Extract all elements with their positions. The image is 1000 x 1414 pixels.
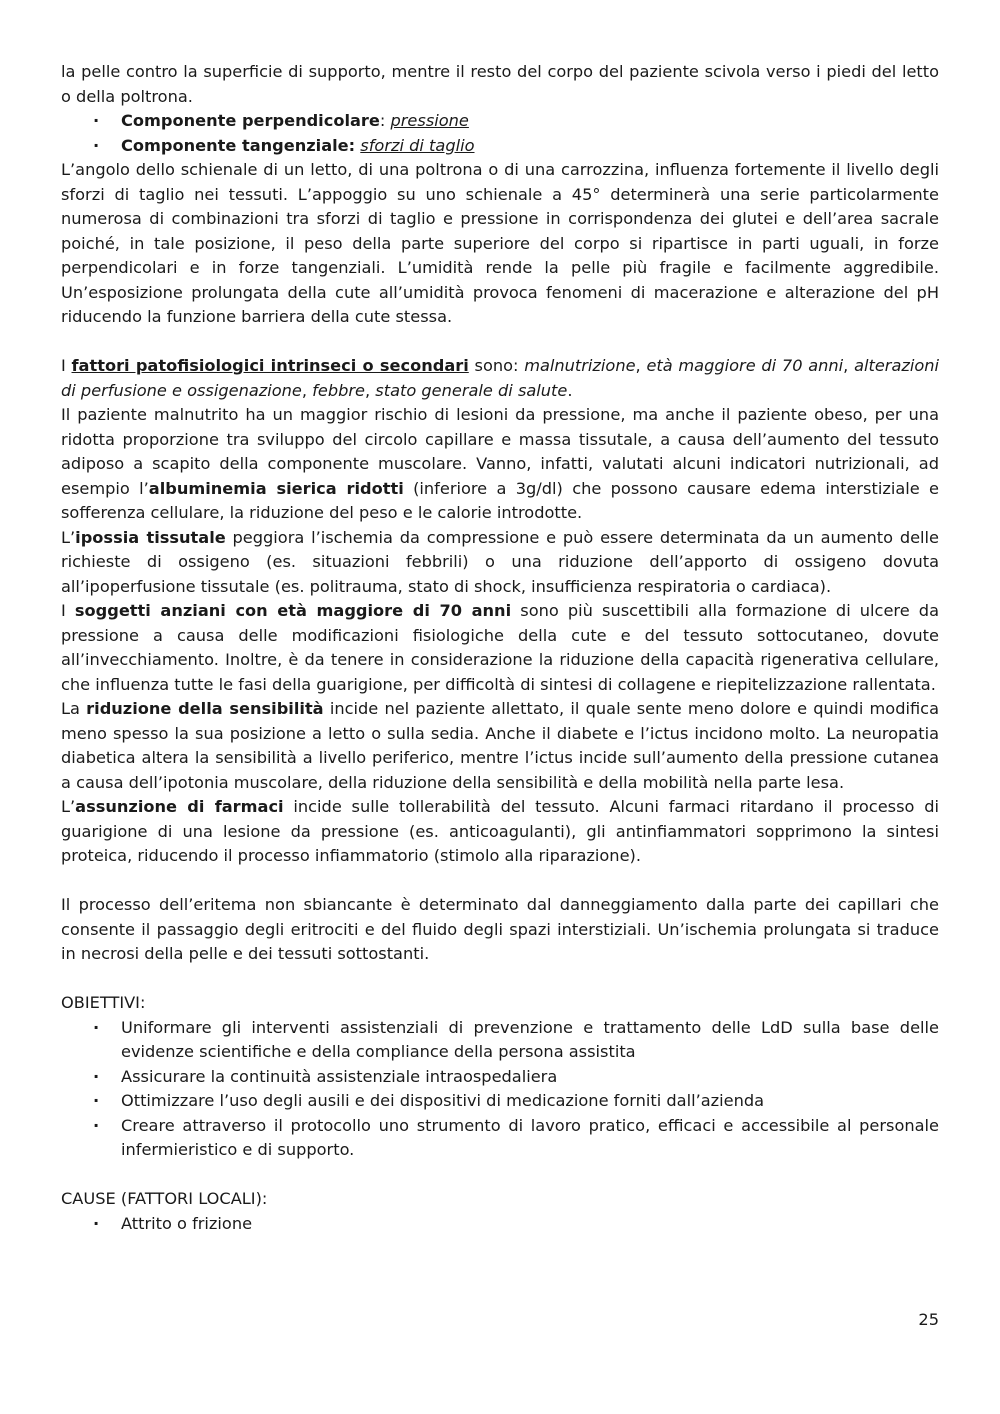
text-span: (inferiore a 3g/dl) che possono causare edema interstiziale e sofferenza cellulare, la riduzione del peso e le calorie introdotte. <box>61 478 939 522</box>
text-span: incide nel paziente allettato, il quale sente meno dolore e quindi modifica meno spesso la sua posizione a letto o sulla sedia. Anche il diabete e l’ictus incidono molto. La neuropatia diabetica altera la sensibilità a livello periferico, mentre l’ictus incide sull’aumento della pressione cutanea a causa dell’ipotonia muscolare, della riduzione della sensibilità e della mobilità nella parte lesa. <box>61 699 940 792</box>
list-item <box>61 134 939 159</box>
spacer <box>61 1163 939 1188</box>
spacer <box>61 967 939 992</box>
factor-term: alterazioni di perfusione e ossigenazione <box>61 356 940 400</box>
paragraph-intrinsic-factors <box>61 354 939 403</box>
text-span: , <box>635 356 647 375</box>
text-span: La <box>61 699 87 718</box>
paragraph-backrest-angle: L’angolo dello schienale di un letto, di una poltrona o di una carrozzina, influenza fortemente il livello degli sforzi di taglio nei tessuti. L’appoggio su uno schienale a 45° determinerà una serie particolarmente numerosa di combinazioni tra sforzi di taglio e pressione in corrispondenza dei glutei e dell’area sacrale poiché, in tale posizione, il peso della parte superiore del corpo si ripartisce in parti uguali, in forze perpendicolari e in forze tangenziali. L’umidità rende la pelle più fragile e facilmente aggredibile. Un’esposizione prolungata della cute all’umidità provoca fenomeni di macerazione e alterazione del pH riducendo la funzione barriera della cute stessa. <box>61 160 939 326</box>
text-span: I <box>61 601 75 620</box>
factor-term: febbre <box>312 380 365 400</box>
term-hypoxia: ipossia tissutale <box>75 527 226 547</box>
paragraph-sensitivity <box>61 697 939 795</box>
text-span: L’ <box>61 527 76 547</box>
list-item: · Ottimizzare l’uso degli ausili e dei dispositivi di medicazione forniti dall’azienda <box>61 1089 939 1114</box>
text-span: peggiora l’ischemia da compressione e può essere determinata da un aumento delle richieste di ossigeno (es. situazioni febbrili) o una riduzione dell’apporto di ossigeno dovuta all’ipoperfusione tissutale (es. politrauma, stato di shock, insufficienza respiratoria o cardiaca). <box>61 527 940 596</box>
paragraph-friction-continuation: la pelle contro la superficie di supporto, mentre il resto del corpo del paziente scivola verso i piedi del letto o della poltrona. <box>61 62 939 106</box>
spacer <box>61 330 939 355</box>
causes-list <box>61 1212 939 1237</box>
text-span: L’ <box>61 797 76 816</box>
component-label: Componente perpendicolare <box>121 111 380 130</box>
list-item <box>61 109 939 134</box>
force-components-list <box>61 109 939 158</box>
text-span: , <box>301 380 313 400</box>
list-item: · Attrito o frizione <box>61 1212 939 1237</box>
text-span: , <box>843 356 855 375</box>
term-elderly: soggetti anziani con età maggiore di 70 anni <box>74 601 512 620</box>
page-number: 25 <box>918 1310 939 1329</box>
paragraph-malnutrition <box>61 403 939 526</box>
text-span: incide sulle tollerabilità del tessuto. Alcuni farmaci ritardano il processo di guarigione di una lesione da pressione (es. anticoagulanti), gli antinfiammatori sopprimono la sintesi proteica, riducendo il processo infiammatorio (stimolo alla riparazione). <box>61 797 939 865</box>
paragraph-elderly <box>61 599 939 697</box>
page-content <box>61 60 939 1236</box>
paragraph-drugs <box>61 795 939 869</box>
list-item: · Creare attraverso il protocollo uno strumento di lavoro pratico, efficaci e accessibile al personale infermieristico e di supporto. <box>61 1114 939 1163</box>
component-label: Componente tangenziale: <box>121 135 356 155</box>
list-item: · Uniformare gli interventi assistenziali di prevenzione e trattamento delle LdD sulla base delle evidenze scientifiche e della compliance della persona assistita <box>61 1016 939 1065</box>
term-albumin: albuminemia sierica ridotti <box>148 478 404 498</box>
causes-heading: CAUSE (FATTORI LOCALI): <box>61 1189 268 1208</box>
objectives-heading: OBIETTIVI: <box>61 993 146 1012</box>
text-span: . <box>567 380 573 400</box>
text-span: sono: <box>468 356 525 375</box>
term-drugs: assunzione di farmaci <box>75 797 284 816</box>
factor-term: età maggiore di 70 anni <box>646 356 844 375</box>
text-span: I <box>61 356 72 375</box>
paragraph-hypoxia <box>61 526 939 600</box>
text-span: Il paziente malnutrito ha un maggior rischio di lesioni da pressione, ma anche il paziente obeso, per una ridotta proporzione tra sviluppo del circolo capillare e massa tissutale, a causa dell’aumento del tessuto adiposo a scapito della componente muscolare. Vanno, infatti, valutati alcuni indicatori nutrizionali, ad esempio l’ <box>61 405 939 498</box>
text-span: sono più suscettibili alla formazione di ulcere da pressione a causa delle modificazioni fisiologiche della cute e del tessuto sottocutaneo, dovute all’invecchiamento. Inoltre, è da tenere in considerazione la riduzione della capacità rigenerativa cellulare, che influenza tutte le fasi della guarigione, per difficoltà di sintesi di collagene e riepitelizzazione rallentata. <box>61 601 939 694</box>
component-value: pressione <box>390 111 469 130</box>
component-value: sforzi di taglio <box>360 135 475 155</box>
factor-term: malnutrizione <box>524 356 636 375</box>
list-item: · Assicurare la continuità assistenziale intraospedaliera <box>61 1065 939 1090</box>
separator: : <box>379 111 391 130</box>
paragraph-erythema: Il processo dell’eritema non sbiancante è determinato dal danneggiamento dalla parte dei capillari che consente il passaggio degli eritrociti e del fluido degli spazi interstiziali. Un’ischemia prolungata si traduce in necrosi della pelle e dei tessuti sottostanti. <box>61 895 939 963</box>
term-intrinsic-factors: fattori patofisiologici intrinseci o secondari <box>71 356 469 375</box>
spacer <box>61 869 939 894</box>
text-span: , <box>365 380 376 400</box>
factor-term: stato generale di salute <box>375 380 568 400</box>
term-sensitivity: riduzione della sensibilità <box>86 699 324 718</box>
objectives-list <box>61 1016 939 1163</box>
